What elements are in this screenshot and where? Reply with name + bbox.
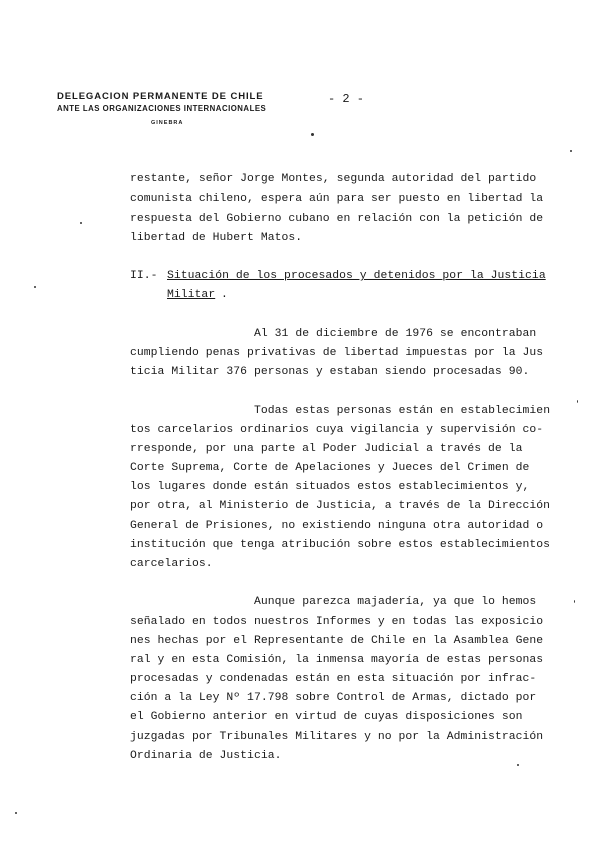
paragraph-1-line: respuesta del Gobierno cubano en relación con la petición de bbox=[130, 213, 544, 225]
paragraph-3-line: tos carcelarios ordinarios cuya vigilancia y supervisión co- bbox=[130, 424, 544, 436]
scan-speck bbox=[311, 133, 314, 136]
paragraph-3-line: por otra, al Ministerio de Justicia, a través de la Dirección bbox=[130, 500, 551, 512]
paragraph-4-line: el Gobierno anterior en virtud de cuyas disposiciones son bbox=[130, 711, 523, 723]
paragraph-4-line: nes hechas por el Representante de Chile en la Asamblea Gene bbox=[130, 635, 544, 647]
paragraph-2-line: cumpliendo penas privativas de libertad impuestas por la Jus bbox=[130, 347, 544, 359]
paragraph-4-line: juzgadas por Tribunales Militares y no por la Administración bbox=[130, 731, 544, 743]
paragraph-4-line: Aunque parezca majadería, ya que lo hemos bbox=[254, 596, 537, 608]
paragraph-3-line: Todas estas personas están en establecimien bbox=[254, 405, 551, 417]
section-title-line-2: Militar bbox=[167, 289, 216, 301]
paragraph-2-line: ticia Militar 376 personas y estaban siendo procesadas 90. bbox=[130, 366, 530, 378]
scan-speck bbox=[570, 150, 572, 152]
paragraph-4-line: ral y en esta Comisión, la inmensa mayoría de estas personas bbox=[130, 654, 544, 666]
paragraph-3-line: rresponde, por una parte al Poder Judicial a través de la bbox=[130, 443, 523, 455]
paragraph-3-line: carcelarios. bbox=[130, 558, 213, 570]
scan-speck bbox=[80, 222, 82, 224]
scan-speck bbox=[577, 400, 578, 403]
paragraph-3-line: los lugares donde están situados estos establecimientos y, bbox=[130, 481, 530, 493]
paragraph-3-line: General de Prisiones, no existiendo ninguna otra autoridad o bbox=[130, 520, 544, 532]
section-title-line-1: Situación de los procesados y detenidos por la Justicia bbox=[167, 270, 546, 282]
paragraph-1-line: comunista chileno, espera aún para ser puesto en libertad la bbox=[130, 193, 544, 205]
paragraph-4-line: señalado en todos nuestros Informes y en todas las exposicio bbox=[130, 616, 544, 628]
paragraph-1-line: libertad de Hubert Matos. bbox=[130, 232, 303, 244]
scan-speck bbox=[34, 286, 36, 288]
letterhead-line-2: ANTE LAS ORGANIZACIONES INTERNACIONALES bbox=[57, 104, 267, 113]
paragraph-4-line: procesadas y condenadas están en esta situación por infrac- bbox=[130, 673, 537, 685]
letterhead-line-3: GINEBRA bbox=[151, 120, 184, 126]
letterhead-line-1: DELEGACION PERMANENTE DE CHILE bbox=[57, 91, 264, 102]
section-number: II.- bbox=[130, 270, 158, 282]
scan-speck bbox=[574, 600, 575, 603]
scan-speck bbox=[15, 812, 17, 814]
paragraph-3-line: institución que tenga atribución sobre estos establecimientos bbox=[130, 539, 551, 551]
paragraph-3-line: Corte Suprema, Corte de Apelaciones y Jueces del Crimen de bbox=[130, 462, 530, 474]
paragraph-2-line: Al 31 de diciembre de 1976 se encontraban bbox=[254, 328, 537, 340]
paragraph-4-line: ción a la Ley Nº 17.798 sobre Control de Armas, dictado por bbox=[130, 692, 537, 704]
page-number: - 2 - bbox=[328, 92, 365, 106]
paragraph-1-line: restante, señor Jorge Montes, segunda autoridad del partido bbox=[130, 173, 537, 185]
section-title-period: . bbox=[221, 289, 228, 301]
paragraph-4-line: Ordinaria de Justicia. bbox=[130, 750, 282, 762]
scan-speck bbox=[517, 764, 519, 766]
